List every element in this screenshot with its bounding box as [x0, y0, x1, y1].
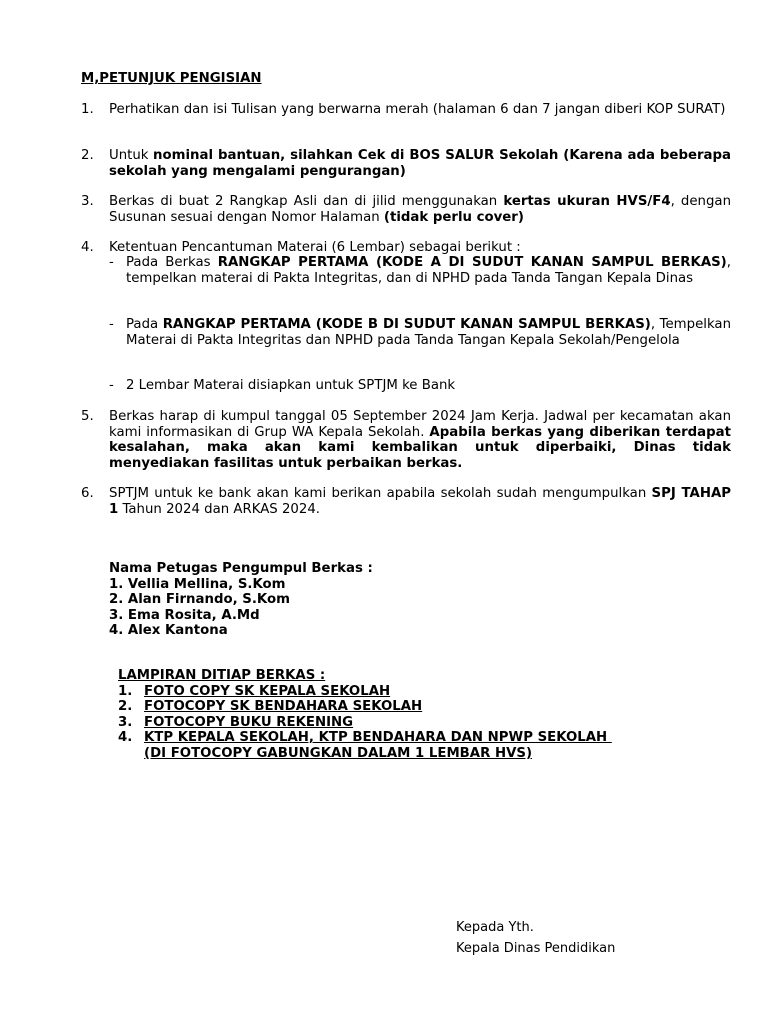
item-text: Tahun 2024 dan ARKAS 2024.	[118, 501, 321, 517]
attachment-list-title: LAMPIRAN DITIAP BERKAS :	[118, 668, 326, 683]
attachment-number: 2.	[118, 699, 133, 714]
item-text: , dengan Susunan sesuai dengan Nomor Halaman	[109, 194, 731, 225]
item-text: Berkas di buat 2 Rangkap Asli dan di jilid menggunakan	[109, 194, 504, 209]
attachment-item-continuation: (DI FOTOCOPY GABUNGKAN DALAM 1 LEMBAR HVS)	[144, 746, 533, 761]
item-text: , tempelkan materai di Pakta Integritas, dan di NPHD pada Tanda Tangan Kepala Dinas	[126, 255, 731, 286]
item-number: 6.	[81, 486, 94, 501]
item-bold-text: SPJ TAHAP 1	[109, 486, 731, 517]
section-heading: M,PETUNJUK PENGISIAN	[81, 71, 262, 86]
item-bold-text: kertas ukuran HVS/F4	[503, 194, 671, 209]
officer-name: 3. Ema Rosita, A.Md	[109, 608, 260, 623]
officer-name: 2. Alan Firnando, S.Kom	[109, 592, 290, 607]
item-text: Pada Berkas	[126, 255, 218, 270]
instruction-item-2	[109, 148, 731, 179]
sub-item-1	[126, 255, 731, 286]
recipient-title: Kepala Dinas Pendidikan	[456, 941, 616, 956]
item-text: Pada	[126, 317, 163, 332]
attachment-item: KTP KEPALA SEKOLAH, KTP BENDAHARA DAN NPWP SEKOLAH	[144, 730, 612, 745]
item-text: , Tempelkan Materai di Pakta Integritas dan NPHD pada Tanda Tangan Kepala Sekolah/Pengelola	[126, 317, 731, 348]
item-number: 2.	[81, 148, 94, 163]
item-bold-text: RANGKAP PERTAMA (KODE B DI SUDUT KANAN SAMPUL BERKAS)	[162, 317, 651, 332]
item-text: Untuk	[109, 148, 154, 163]
item-bold-text: (tidak perlu cover)	[383, 209, 524, 225]
sub-item-2	[126, 317, 731, 348]
item-bold-text: Apabila berkas yang diberikan terdapat kesalahan, maka akan kami kembalikan untuk diperbaiki, Dinas tidak menyediakan fasilitas untuk perbaikan berkas.	[109, 424, 731, 471]
officer-name: 4. Alex Kantona	[109, 623, 228, 638]
attachment-item: FOTOCOPY BUKU REKENING	[144, 715, 354, 730]
recipient-greeting: Kepada Yth.	[456, 920, 534, 935]
item-bold-text: nominal bantuan, silahkan Cek di BOS SALUR Sekolah (Karena ada beberapa sekolah yang mengalami pengurangan)	[109, 148, 732, 179]
instruction-item-5	[109, 409, 731, 471]
item-number: 3.	[81, 194, 94, 209]
item-number: 1.	[81, 102, 94, 117]
attachment-number: 1.	[118, 684, 133, 699]
attachment-item: FOTOCOPY SK BENDAHARA SEKOLAH	[144, 699, 423, 714]
sub-item-dash: -	[109, 378, 114, 393]
item-text: Berkas harap di kumpul tanggal 05 September 2024 Jam Kerja. Jadwal per kecamatan akan kami informasikan di Grup WA Kepala Sekolah.	[109, 409, 731, 440]
officer-name: 1. Vellia Mellina, S.Kom	[109, 577, 286, 592]
attachment-item: FOTO COPY SK KEPALA SEKOLAH	[144, 684, 391, 699]
sub-item-3: 2 Lembar Materai disiapkan untuk SPTJM ke Bank	[126, 378, 456, 393]
item-bold-text: RANGKAP PERTAMA (KODE A DI SUDUT KANAN SAMPUL BERKAS)	[217, 255, 727, 270]
attachment-number: 3.	[118, 715, 133, 730]
instruction-item-4: Ketentuan Pencantuman Materai (6 Lembar) sebagai berikut :	[109, 240, 521, 255]
officer-list-title: Nama Petugas Pengumpul Berkas :	[109, 561, 373, 576]
item-number: 5.	[81, 409, 94, 424]
attachment-number: 4.	[118, 730, 133, 745]
sub-item-dash: -	[109, 317, 114, 332]
sub-item-dash: -	[109, 255, 114, 270]
instruction-item-1: Perhatikan dan isi Tulisan yang berwarna merah (halaman 6 dan 7 jangan diberi KOP SURAT)	[109, 102, 726, 117]
instruction-item-3	[109, 194, 731, 225]
item-text: SPTJM untuk ke bank akan kami berikan apabila sekolah sudah mengumpulkan	[109, 486, 652, 501]
item-number: 4.	[81, 240, 94, 255]
instruction-item-6	[109, 486, 731, 517]
